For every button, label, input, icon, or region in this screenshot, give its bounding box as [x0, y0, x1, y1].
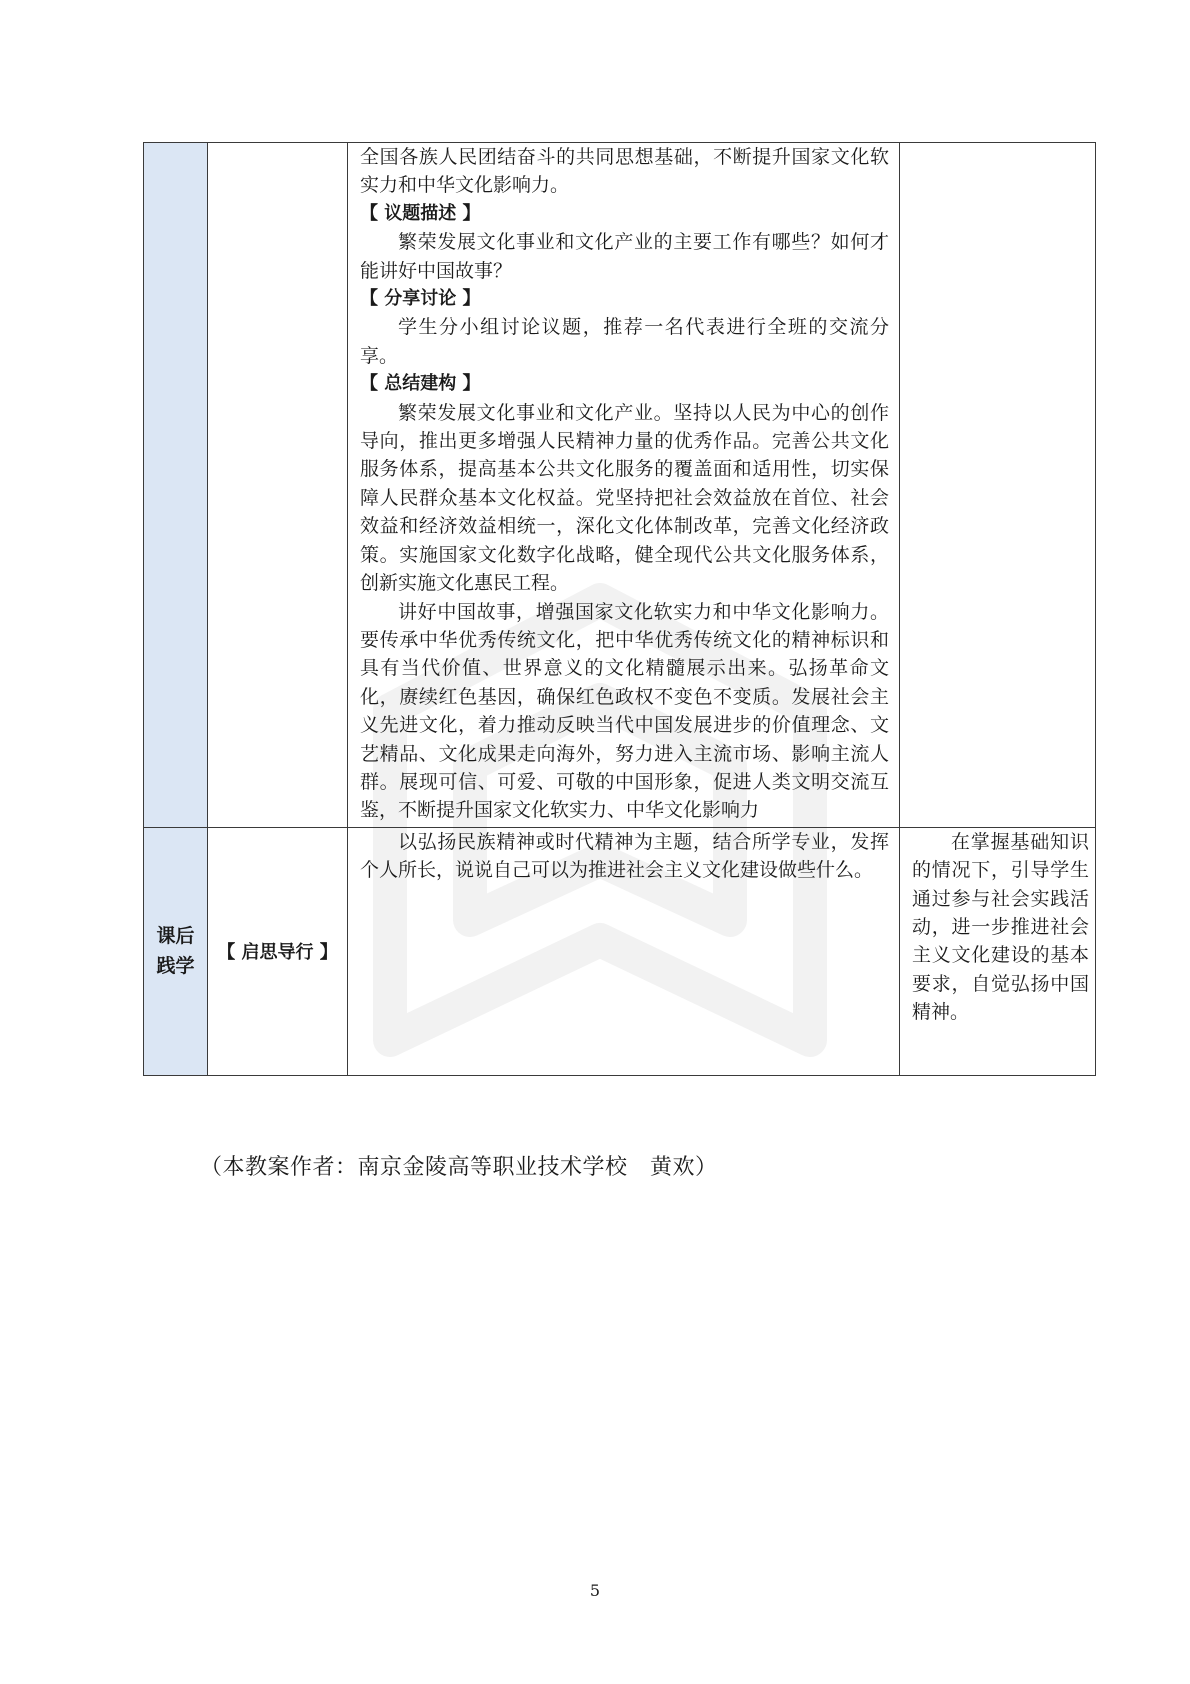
stage-cell-empty	[144, 143, 208, 828]
activity-cell-empty	[208, 143, 348, 828]
intro-text: 全国各族人民团结奋斗的共同思想基础，不断提升国家文化软实力和中华文化影响力。	[360, 146, 889, 197]
content-cell	[348, 143, 900, 828]
stage-label-line1: 课后	[156, 925, 195, 948]
summary-paragraph-2: 讲好中国故事，增强国家文化软实力和中华文化影响力。要传承中华优秀传统文化，把中华优秀传统文化的精神标识和具有当代价值、世界意义的文化精髓展示出来。弘扬革命文化，赓续红色基因，确保红色政权不变色不变质。发展社会主义先进文化，着力推动反映当代中国发展进步的价值理念、文艺精品、文化成果走向海外，努力进入主流市场、影响主流人群。展现可信、可爱、可敬的中国形象，促进人类文明交流互鉴，不断提升国家文化软实力、中华文化影响力	[360, 600, 889, 822]
stage-label-after-class	[144, 827, 208, 1075]
design-intent-text: 在掌握基础知识的情况下，引导学生通过参与社会实践活动，进一步推进社会主义文化建设的基本要求，自觉弘扬中国精神。	[912, 830, 1089, 1024]
section-heading-summary: 【 总结建构 】	[360, 373, 481, 395]
after-class-content-cell	[348, 827, 900, 1075]
discussion-text: 学生分小组讨论议题，推荐一名代表进行全班的交流分享。	[360, 316, 889, 367]
activity-label: 【 启思导行 】	[208, 827, 348, 1075]
section-heading-topic: 【 议题描述 】	[360, 202, 481, 224]
stage-label-line2: 践学	[156, 955, 195, 978]
summary-paragraph-1: 繁荣发展文化事业和文化产业。坚持以人民为中心的创作导向，推出更多增强人民精神力量的优秀作品。完善公共文化服务体系，提高基本公共文化服务的覆盖面和适用性，切实保障人民群众基本文化权益。党坚持把社会效益放在首位、社会效益和经济效益相统一，深化文化体制改革，完善文化经济政策。实施国家文化数字化战略，健全现代公共文化服务体系，创新实施文化惠民工程。	[360, 401, 889, 595]
intent-cell-empty	[900, 143, 1096, 828]
section-heading-discussion: 【 分享讨论 】	[360, 288, 481, 310]
after-class-task: 以弘扬民族精神或时代精神为主题，结合所学专业，发挥个人所长，说说自己可以为推进社会主义文化建设做些什么。	[360, 830, 889, 882]
after-class-intent-cell	[900, 827, 1096, 1075]
author-note: （本教案作者：南京金陵高等职业技术学校 黄欢）	[200, 1155, 718, 1180]
after-class-row	[144, 827, 1096, 1075]
lesson-plan-table	[143, 142, 1096, 1076]
continued-teaching-row	[144, 143, 1096, 828]
topic-description: 繁荣发展文化事业和文化产业的主要工作有哪些？如何才能讲好中国故事？	[360, 231, 889, 282]
page-number: 5	[589, 1581, 601, 1600]
